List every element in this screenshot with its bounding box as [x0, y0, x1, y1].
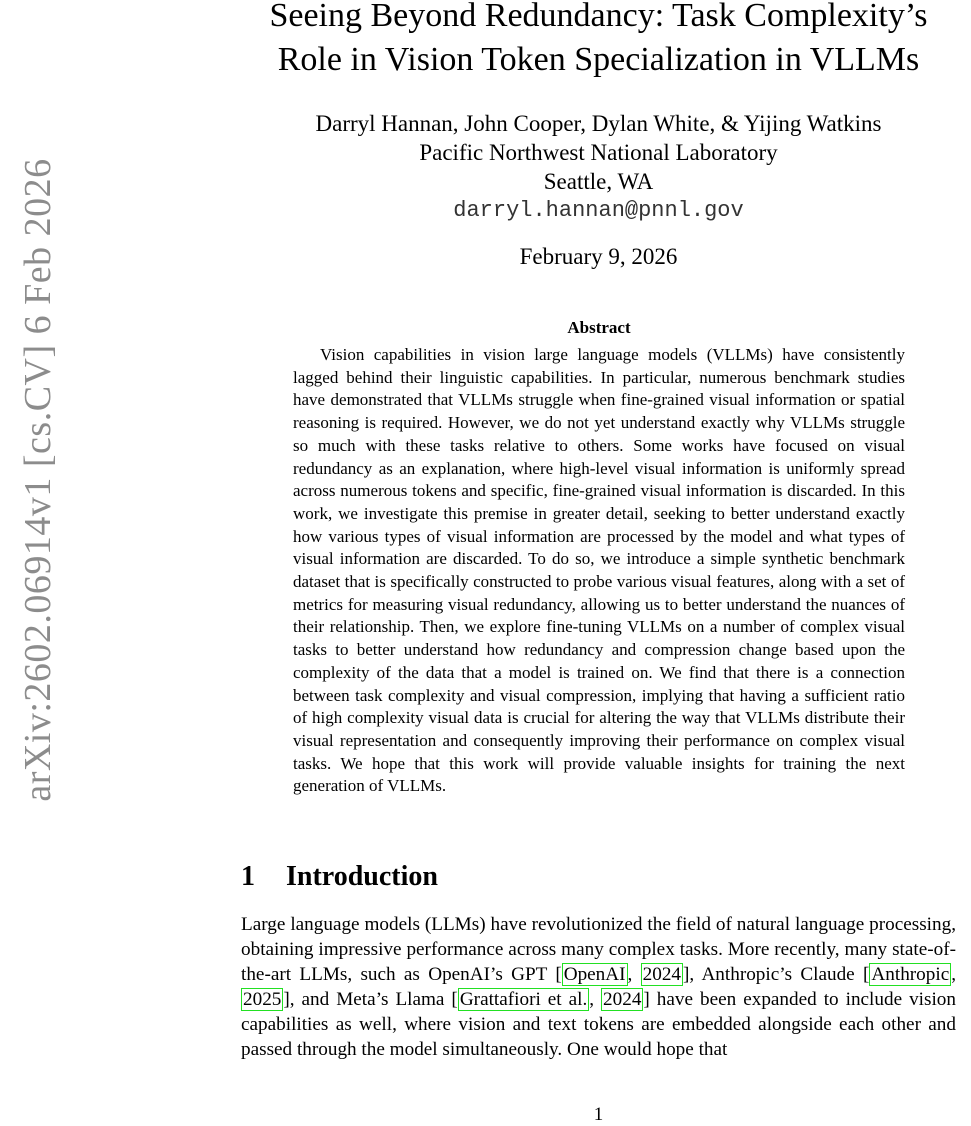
citation-link-grattafiori-year[interactable]: 2024: [603, 989, 642, 1010]
intro-text: ], Anthropic’s Claude [: [683, 964, 870, 985]
author-list: Darryl Hannan, John Cooper, Dylan White, & Yijing Watkins: [315, 111, 882, 136]
citation-link-openai-year[interactable]: 2024: [642, 964, 682, 985]
abstract-heading: Abstract: [567, 318, 631, 337]
intro-text: ,: [627, 964, 641, 985]
paper-title: [241, 0, 956, 82]
author-email[interactable]: darryl.hannan@pnnl.gov: [453, 198, 744, 223]
section-title: Introduction: [286, 861, 438, 892]
intro-text: ], and Meta’s Llama [: [283, 989, 458, 1010]
title-line-1: Seeing Beyond Redundancy: Task Complexity’s: [269, 0, 928, 34]
citation-link-anthropic-year[interactable]: 2025: [243, 989, 282, 1010]
introduction-paragraph: [241, 912, 956, 1062]
section-number: 1: [241, 861, 255, 892]
intro-text: ,: [951, 964, 957, 985]
citation-link-anthropic[interactable]: Anthropic: [871, 964, 950, 985]
title-line-2: Role in Vision Token Specialization in VLLMs: [277, 41, 920, 78]
intro-text: ,: [589, 989, 602, 1010]
publication-date: February 9, 2026: [519, 244, 678, 269]
location: Seattle, WA: [543, 169, 654, 194]
section-heading-introduction: [241, 861, 438, 893]
arxiv-identifier-stamp: arXiv:2602.06914v1 [cs.CV] 6 Feb 2026: [17, 158, 59, 802]
intro-text: Large language models (LLMs) have revolutionized the field of natural language processing, obtaining impressive performance across many complex tasks. More recently, many state-of-the-art LLMs, such as OpenAI’s GPT [: [241, 914, 956, 985]
citation-link-openai[interactable]: OpenAI: [563, 964, 626, 985]
intro-text: ] have been expanded to include vision capabilities as well, where vision and text tokens are embedded alongside each other and passed through the model simultaneously. One would hope that: [241, 989, 956, 1060]
author-block: [241, 109, 956, 225]
page-number: 1: [593, 1104, 604, 1125]
abstract-text: Vision capabilities in vision large language models (VLLMs) have consistently lagged behind their linguistic capabilities. In particular, numerous benchmark studies have demonstrated that VLLMs struggle when fine-grained visual information or spatial reasoning is required. However, we do not yet understand exactly why VLLMs struggle so much with these tasks relative to others. Some works have focused on visual redundancy as an explanation, where high-level visual information is uniformly spread across numerous tokens and specific, fine-grained visual information is discarded. In this work, we investigate this premise in greater detail, seeking to better understand exactly how various types of visual information are processed by the model and what types of visual information are discarded. To do so, we introduce a simple synthetic benchmark dataset that is specifically constructed to probe various visual features, along with a set of metrics for measuring visual redundancy, allowing us to better understand the nuances of their relationship. Then, we explore fine-tuning VLLMs on a number of complex visual tasks to better understand how redundancy and compression change based upon the complexity of the data that a model is trained on. We find that there is a connection between task complexity and visual compression, implying that having a sufficient ratio of high complexity visual data is crucial for altering the way that VLLMs distribute their visual representation and consequently improving their performance on complex visual tasks. We hope that this work will provide valuable insights for training the next generation of VLLMs.: [293, 345, 905, 796]
affiliation: Pacific Northwest National Laboratory: [419, 140, 778, 165]
citation-link-grattafiori[interactable]: Grattafiori et al.: [459, 989, 588, 1010]
